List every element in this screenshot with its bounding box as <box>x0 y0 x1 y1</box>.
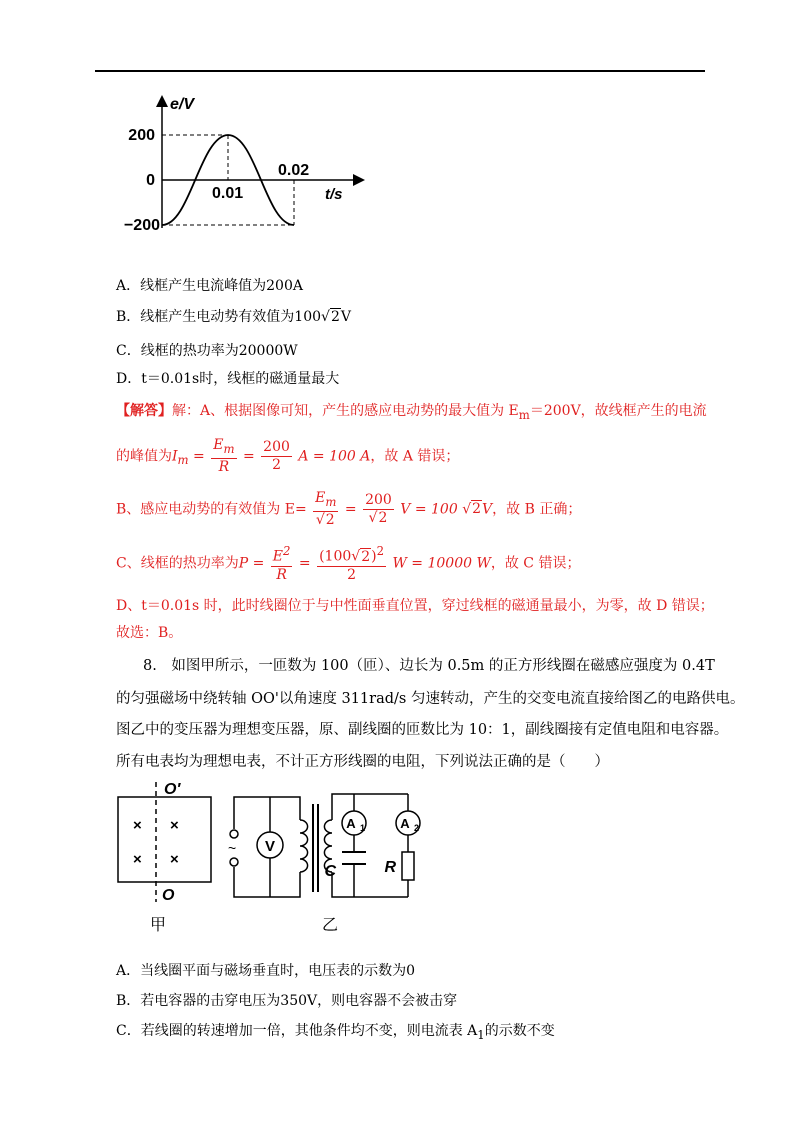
ammeter-a2-label: A <box>400 816 410 831</box>
label-jia: 甲 <box>149 917 167 934</box>
resistor <box>402 852 414 880</box>
o-label: O <box>162 887 175 904</box>
q8-option-b: B．若电容器的击穿电压为350V，则电容器不会被击穿 <box>116 993 458 1009</box>
circuit-figure <box>110 772 455 940</box>
q8-option-a: A．当线圈平面与磁场垂直时，电压表的示数为0 <box>116 963 416 979</box>
o-prime-label: O′ <box>164 781 181 798</box>
tick-0: 0 <box>146 172 155 189</box>
header-rule <box>95 70 705 72</box>
tick-neg200: −200 <box>123 217 160 234</box>
emf-graph <box>110 92 370 242</box>
terminal-top <box>230 830 238 838</box>
ac-symbol: ~ <box>228 840 237 856</box>
resistor-label: R <box>384 859 396 876</box>
answer-line-5: D、t＝0.01s 时，此时线圈位于与中性面垂直位置，穿过线框的磁通量最小，为零，故 D 错误； <box>116 598 714 614</box>
field-cross: × <box>133 851 142 868</box>
q7-option-d: D．t＝0.01s时，线框的磁通量最大 <box>116 371 340 387</box>
q8-option-c: C．若线圈的转速增加一倍，其他条件均不变，则电流表 $A_1$的示数不变 <box>116 1023 555 1042</box>
answer-line-2: 的峰值为$I_m$ = $\frac{E_m}{R}$ = $\frac{200}{2}$ A = 100 A，故 A 错误； <box>116 437 460 475</box>
q8-line-2: 的匀强磁场中绕转轴 OO'以角速度 311rad/s 匀速转动，产生的交变电流直接给图乙的电路供电。 <box>116 691 745 707</box>
x-axis-label: t/s <box>325 186 343 203</box>
field-cross: × <box>133 817 142 834</box>
ammeter-a2-sub: 2 <box>414 823 420 833</box>
q7-option-b: B．线框产生电动势有效值为100√2V <box>116 309 351 325</box>
ammeter-a1-sub: 1 <box>360 823 366 833</box>
field-cross: × <box>170 817 179 834</box>
terminal-bottom <box>230 858 238 866</box>
q7-option-a: A．线框产生电流峰值为200A <box>116 278 303 294</box>
q8-line-1: 8. 如图甲所示，一匝数为 100（匝）、边长为 0.5m 的正方形线圈在磁感应强度为 0.4T <box>143 658 715 674</box>
answer-tag: 【解答】 <box>116 403 172 419</box>
y-axis-label: e/V <box>170 96 195 113</box>
capacitor-label: C <box>324 863 336 880</box>
coil-square <box>118 797 211 882</box>
voltmeter-label: V <box>264 838 276 855</box>
tick-002: 0.02 <box>278 162 310 179</box>
answer-line-4: C、线框的热功率为P = $\frac{E^2}{R}$ = $\frac{(100√2)^2}{2}$ W = 10000 W，故 C 错误； <box>116 544 581 583</box>
answer-line-3: B、感应电动势的有效值为 E= $\frac{E_m}{√2}$ = $\frac{200}{√2}$ V = 100 √2V，故 B 正确； <box>116 490 582 528</box>
label-yi: 乙 <box>321 917 339 934</box>
ammeter-a1-label: A <box>346 816 356 831</box>
q8-line-4: 所有电表均为理想电表，不计正方形线圈的电阻，下列说法正确的是（ ） <box>116 754 609 770</box>
tick-200: 200 <box>128 127 155 144</box>
q7-option-c: C．线框的热功率为20000W <box>116 343 298 359</box>
answer-line-6: 故选：B。 <box>116 625 183 641</box>
tick-001: 0.01 <box>212 185 244 202</box>
field-cross: × <box>170 851 179 868</box>
answer-line-1: 【解答】解：A、根据图像可知，产生的感应电动势的最大值为 $E_m=200V$，故线框产生的电流 <box>116 403 707 422</box>
q8-line-3: 图乙中的变压器为理想变压器，原、副线圈的匝数比为 10：1，副线圈接有定值电阻和电容器。 <box>116 722 729 738</box>
